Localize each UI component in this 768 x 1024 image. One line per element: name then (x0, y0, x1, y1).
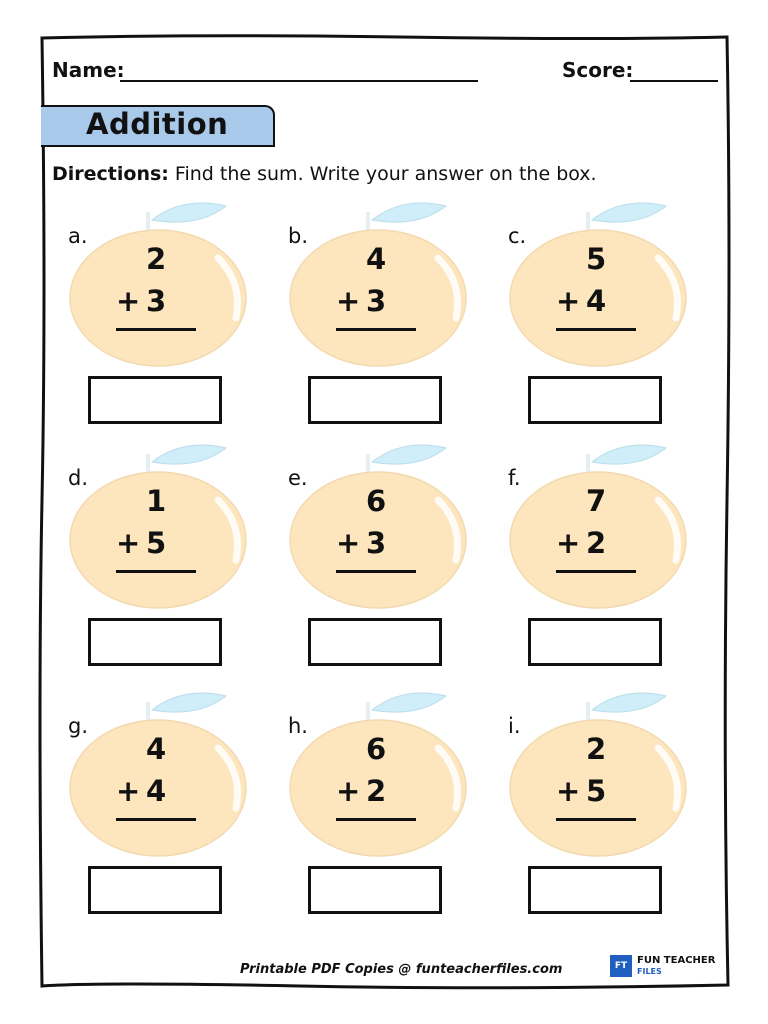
directions-label: Directions: (52, 163, 169, 185)
sum-line (336, 818, 416, 821)
problem-bottom-number: 5 (146, 526, 167, 560)
problem-card (288, 688, 488, 908)
plus-sign: + (336, 774, 361, 808)
answer-box[interactable] (308, 866, 442, 914)
plus-sign: + (556, 526, 581, 560)
answer-box[interactable] (528, 376, 662, 424)
answer-box[interactable] (88, 866, 222, 914)
sum-line (556, 328, 636, 331)
problem-card (68, 198, 268, 418)
score-label: Score: (562, 58, 634, 82)
plus-sign: + (336, 284, 361, 318)
directions-text: Find the sum. Write your answer on the box. (168, 163, 597, 185)
answer-box[interactable] (528, 618, 662, 666)
answer-box[interactable] (88, 376, 222, 424)
problem-card (508, 440, 708, 660)
problem-letter: a. (68, 224, 88, 248)
problem-card (508, 688, 708, 908)
answer-box[interactable] (528, 866, 662, 914)
problem-card (508, 198, 708, 418)
sum-line (116, 570, 196, 573)
problem-top-number: 4 (146, 732, 167, 766)
problem-card (288, 198, 488, 418)
answer-box[interactable] (308, 376, 442, 424)
logo-line-1: FUN TEACHER (637, 955, 716, 966)
problem-bottom-number: 3 (366, 526, 387, 560)
page-title: Addition (86, 107, 229, 141)
problem-letter: i. (508, 714, 521, 738)
score-field[interactable] (630, 80, 718, 82)
problem-bottom-number: 3 (366, 284, 387, 318)
logo-mark: FT (610, 955, 632, 977)
sum-line (336, 328, 416, 331)
problem-letter: h. (288, 714, 308, 738)
orange-icon (68, 198, 268, 373)
name-label: Name: (52, 58, 125, 82)
directions (52, 163, 597, 185)
plus-sign: + (336, 526, 361, 560)
plus-sign: + (556, 774, 581, 808)
orange-icon (68, 440, 268, 615)
name-field[interactable] (120, 80, 478, 82)
problem-bottom-number: 2 (586, 526, 607, 560)
problem-top-number: 4 (366, 242, 387, 276)
orange-icon (508, 440, 708, 615)
orange-icon (68, 688, 268, 863)
problem-bottom-number: 4 (586, 284, 607, 318)
problem-letter: d. (68, 466, 89, 490)
problem-top-number: 5 (586, 242, 607, 276)
problem-bottom-number: 3 (146, 284, 167, 318)
plus-sign: + (116, 284, 141, 318)
sum-line (556, 818, 636, 821)
answer-box[interactable] (308, 618, 442, 666)
problem-top-number: 6 (366, 732, 387, 766)
problem-card (68, 688, 268, 908)
problem-card (288, 440, 488, 660)
problem-bottom-number: 4 (146, 774, 167, 808)
sum-line (556, 570, 636, 573)
problem-letter: c. (508, 224, 527, 248)
logo-line-2: FILES (637, 967, 662, 976)
problem-top-number: 2 (146, 242, 167, 276)
problem-letter: g. (68, 714, 89, 738)
problem-top-number: 7 (586, 484, 607, 518)
problem-letter: e. (288, 466, 308, 490)
sum-line (116, 328, 196, 331)
problem-bottom-number: 5 (586, 774, 607, 808)
sum-line (116, 818, 196, 821)
plus-sign: + (116, 774, 141, 808)
problem-bottom-number: 2 (366, 774, 387, 808)
sum-line (336, 570, 416, 573)
plus-sign: + (556, 284, 581, 318)
problem-letter: b. (288, 224, 309, 248)
orange-icon (288, 198, 488, 373)
footer-text: Printable PDF Copies @ funteacherfiles.com (240, 962, 563, 977)
problem-top-number: 2 (586, 732, 607, 766)
orange-icon (288, 440, 488, 615)
plus-sign: + (116, 526, 141, 560)
problem-top-number: 1 (146, 484, 167, 518)
problem-letter: f. (508, 466, 521, 490)
problem-top-number: 6 (366, 484, 387, 518)
answer-box[interactable] (88, 618, 222, 666)
orange-icon (508, 198, 708, 373)
orange-icon (508, 688, 708, 863)
problem-card (68, 440, 268, 660)
orange-icon (288, 688, 488, 863)
